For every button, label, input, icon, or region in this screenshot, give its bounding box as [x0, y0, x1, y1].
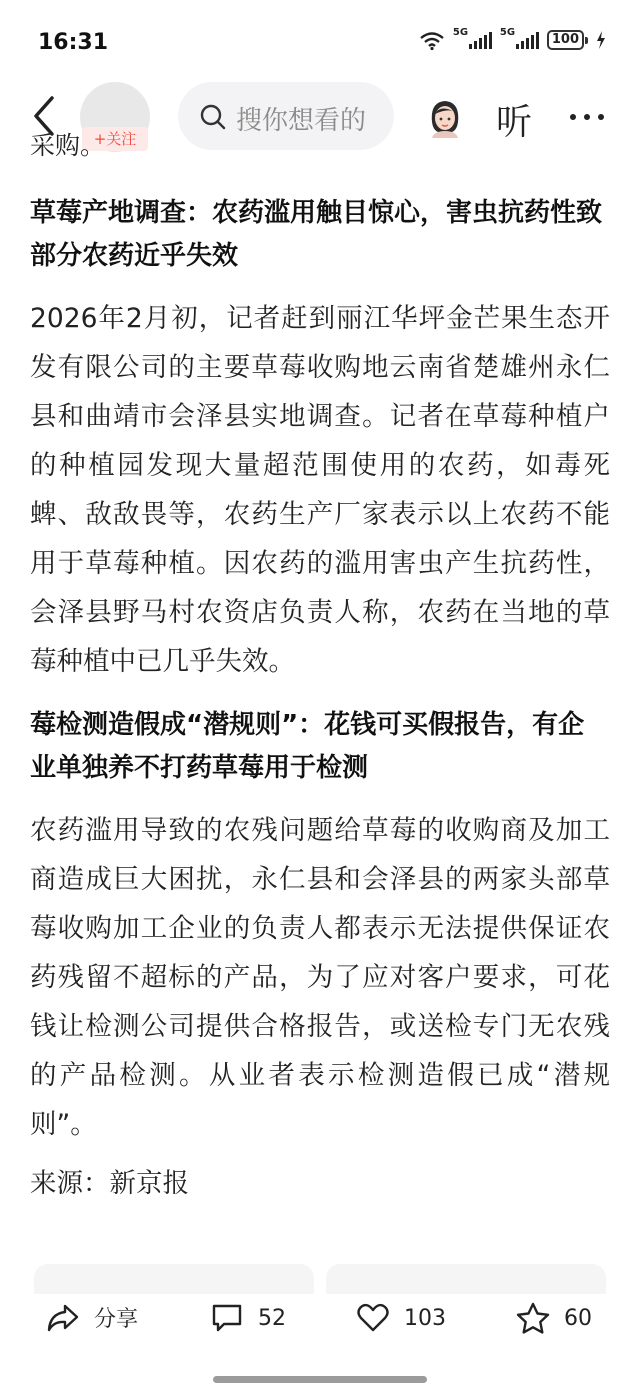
like-count: 103 [404, 1305, 446, 1331]
anchor-avatar-icon [424, 96, 466, 138]
comment-count: 52 [258, 1305, 286, 1331]
status-time: 16:31 [38, 30, 109, 55]
like-button[interactable] [356, 1302, 446, 1334]
listen-button[interactable]: 听 [496, 102, 533, 143]
search-icon [200, 104, 226, 130]
more-dot-icon [584, 114, 590, 120]
section-paragraph: 2026年2月初，记者赶到丽江华坪金芒果生态开发有限公司的主要草莓收购地云南省楚雄州永仁县和曲靖市会泽县实地调查。记者在草莓种植户的种植园发现大量超范围使用的农药，如毒死蜱、敌敌畏等，农药生产厂家表示以上农药不能用于草莓种植。因农药的滥用害虫产生抗药性，会泽县野马村农资店负责人称，农药在当地的草莓种植中已几乎失效。 [30, 303, 610, 677]
more-dot-icon [598, 114, 604, 120]
status-icons [419, 27, 606, 50]
heart-icon [356, 1302, 390, 1334]
wifi-icon [419, 30, 445, 50]
action-bar [0, 1290, 640, 1360]
search-input[interactable] [178, 82, 394, 150]
share-button[interactable] [46, 1302, 138, 1333]
section-paragraph: 农药滥用导致的农残问题给草莓的收购商及加工商造成巨大困扰，永仁县和会泽县的两家头部草莓收购加工企业的负责人都表示无法提供保证农药残留不超标的产品，为了应对客户要求，可花钱让检测公司提供合格报告，或送检专门无农残的产品检测。从业者表示检测造假已成“潜规则”。 [30, 815, 610, 1140]
favorite-count: 60 [564, 1305, 592, 1331]
star-icon [516, 1302, 550, 1334]
favorite-button[interactable] [516, 1302, 592, 1334]
comment-icon [210, 1302, 244, 1334]
more-options-button[interactable] [570, 114, 604, 120]
follow-button[interactable]: +关注 [82, 127, 148, 151]
battery-icon: 100 [547, 30, 588, 50]
cell-signal-2-icon: 5G [500, 31, 539, 49]
voice-anchor-avatar[interactable] [424, 96, 466, 138]
status-bar [0, 0, 640, 80]
comment-button[interactable] [210, 1302, 286, 1334]
charging-icon [596, 31, 606, 49]
cell-signal-1-icon: 5G [453, 31, 492, 49]
share-icon [46, 1303, 80, 1333]
search-placeholder: 搜你想看的 [236, 106, 367, 136]
share-label: 分享 [94, 1307, 139, 1332]
section-heading: 草莓产地调查：农药滥用触目惊心，害虫抗药性致部分农药近乎失效 [30, 198, 603, 271]
article-cut-line: 采购。 [30, 131, 106, 160]
home-indicator[interactable] [213, 1376, 427, 1383]
article-source: 来源：新京报 [30, 1168, 189, 1199]
more-dot-icon [570, 114, 576, 120]
section-heading: 莓检测造假成“潜规则”：花钱可买假报告，有企业单独养不打药草莓用于检测 [30, 710, 585, 783]
